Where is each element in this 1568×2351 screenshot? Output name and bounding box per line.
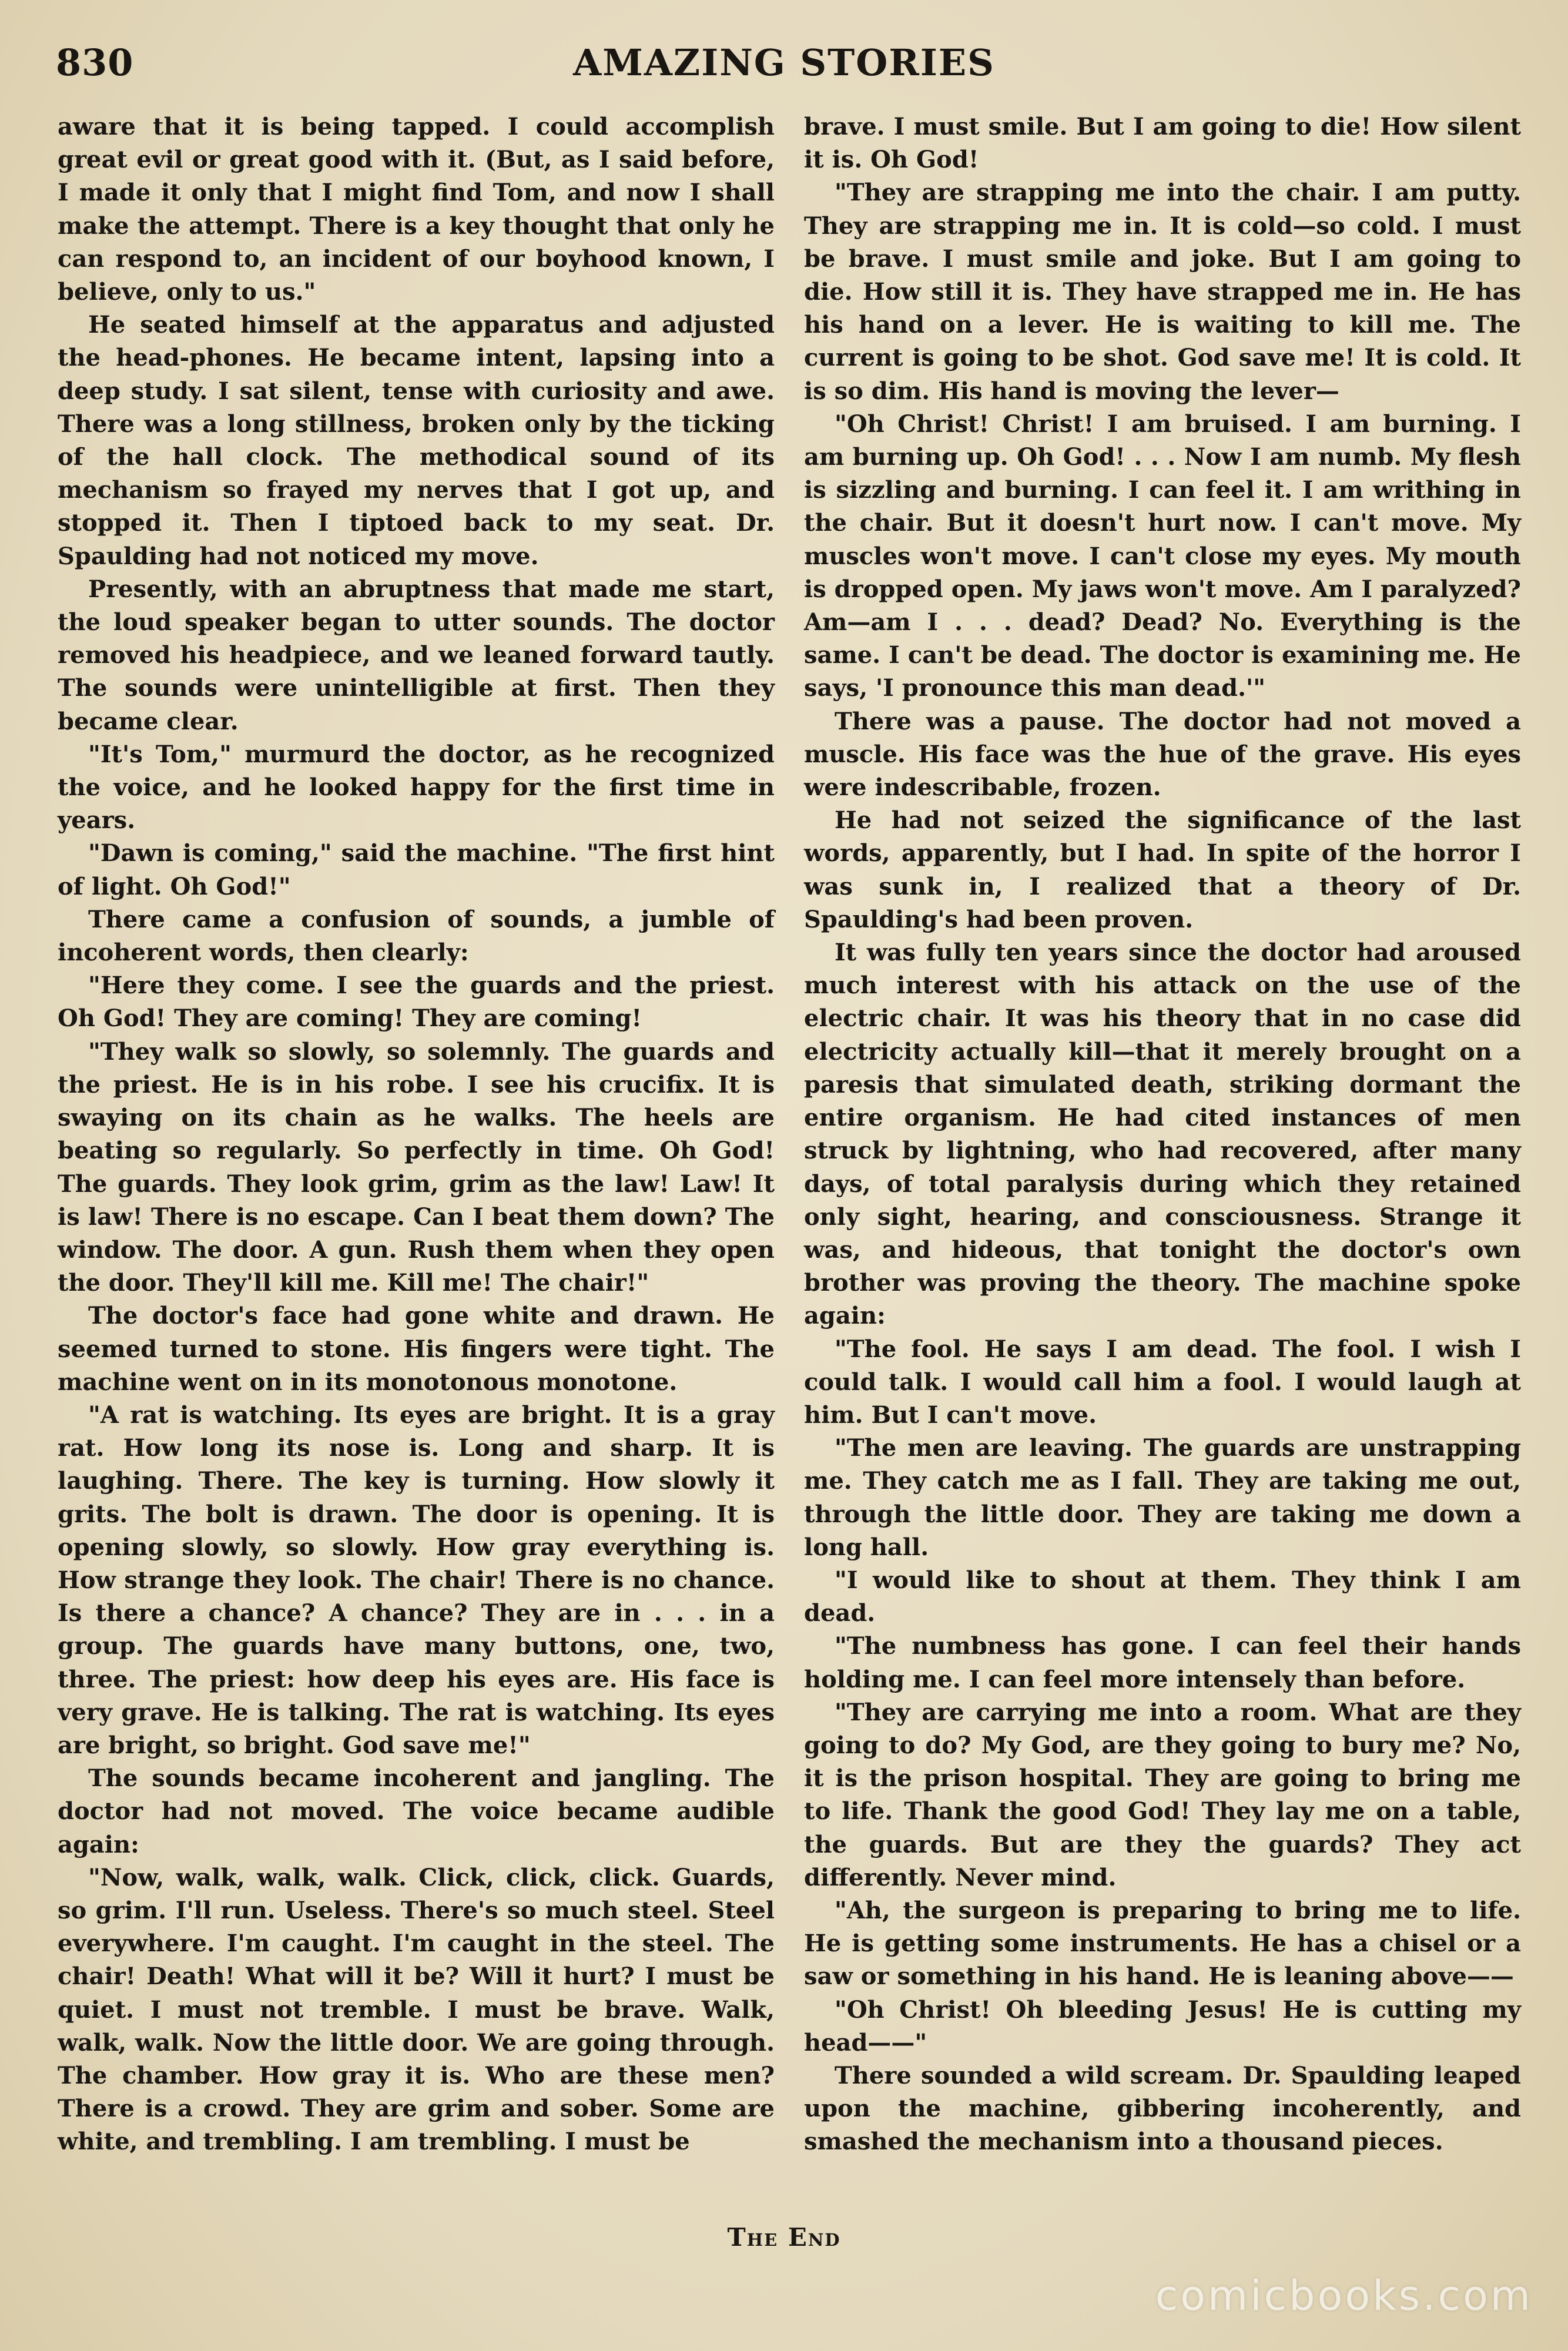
- paragraph: brave. I must smile. But I am going to die! How silent it is. Oh God!: [804, 113, 1521, 174]
- paragraph: "The men are leaving. The guards are unstrapping me. They catch me as I fall. They are taking me out, through the little door. They are taking me down a long hall.: [804, 1434, 1521, 1561]
- page-number: 830: [56, 41, 134, 84]
- the-end-label: The End: [727, 2223, 841, 2252]
- paragraph: The sounds became incoherent and jangling. The doctor had not moved. The voice became audible again:: [58, 1764, 775, 1858]
- paragraph: "The numbness has gone. I can feel their hands holding me. I can feel more intensely than before.: [804, 1632, 1521, 1693]
- paragraph: There was a pause. The doctor had not moved a muscle. His face was the hue of the grave. His eyes were indescribable, frozen.: [804, 707, 1521, 802]
- text-column-left: [58, 110, 775, 2159]
- text-column-right: [804, 110, 1521, 2159]
- paragraph: "Now, walk, walk, walk. Click, click, click. Guards, so grim. I'll run. Useless. There's so much steel. Steel everywhere. I'm caught. I'm caught in the steel. The chair! Death! What will it be? Will it hurt? I must be quiet. I must not tremble. I must be brave. Walk, walk, walk. Now the little door. We are going through. The chamber. How gray it is. Who are these men? There is a crowd. They are grim and sober. Some are white, and trembling. I am trembling. I must be: [58, 1863, 775, 2156]
- paragraph: "It's Tom," murmurd the doctor, as he recognized the voice, and he looked happy for the first time in years.: [58, 740, 775, 835]
- paragraph: "Dawn is coming," said the machine. "The first hint of light. Oh God!": [58, 839, 775, 900]
- paragraph: "Ah, the surgeon is preparing to bring me to life. He is getting some instruments. He has a chisel or a saw or something in his hand. He is leaning above——: [804, 1896, 1521, 1991]
- paragraph: "The fool. He says I am dead. The fool. I wish I could talk. I would call him a fool. I would laugh at him. But I can't move.: [804, 1335, 1521, 1429]
- paragraph: He seated himself at the apparatus and adjusted the head-phones. He became intent, lapsing into a deep study. I sat silent, tense with curiosity and awe. There was a long stillness, broken only by the ticking of the hall clock. The methodical sound of its mechanism so frayed my nerves that I got up, and stopped it. Then I tiptoed back to my seat. Dr. Spaulding had not noticed my move.: [58, 311, 775, 570]
- paragraph: aware that it is being tapped. I could accomplish great evil or great good with it. (But, as I said before, I made it only that I might find Tom, and now I shall make the attempt. There is a key thought that only he can respond to, an incident of our boyhood known, I believe, only to us.": [58, 113, 775, 306]
- paragraph: "They are carrying me into a room. What are they going to do? My God, are they going to bury me? No, it is the prison hospital. They are going to bring me to life. Thank the good God! They lay me on a table, the guards. But are they the guards? They act differently. Never mind.: [804, 1698, 1521, 1891]
- paragraph: "They are strapping me into the chair. I am putty. They are strapping me in. It is cold—so cold. I must be brave. I must smile and joke. But I am going to die. How still it is. They have strapped me in. He has his hand on a lever. He is waiting to kill me. The current is going to be shot. God save me! It is cold. It is so dim. His hand is moving the lever—: [804, 179, 1521, 405]
- paragraph: "A rat is watching. Its eyes are bright. It is a gray rat. How long its nose is. Long and sharp. It is laughing. There. The key is turning. How slowly it grits. The bolt is drawn. The door is opening. It is opening slowly, so slowly. How gray everything is. How strange they look. The chair! There is no chance. Is there a chance? A chance? They are in . . . in a group. The guards have many buttons, one, two, three. The priest: how deep his eyes are. His face is very grave. He is talking. The rat is watching. Its eyes are bright, so bright. God save me!": [58, 1401, 775, 1759]
- watermark-text: comicbooks.com: [1155, 2272, 1533, 2320]
- running-title: AMAZING STORIES: [573, 41, 995, 84]
- paragraph: The doctor's face had gone white and drawn. He seemed turned to stone. His fingers were tight. The machine went on in its monotonous monotone.: [58, 1302, 775, 1396]
- paragraph: "Oh Christ! Oh bleeding Jesus! He is cutting my head——": [804, 1995, 1521, 2057]
- paragraph: "Oh Christ! Christ! I am bruised. I am burning. I am burning up. Oh God! . . . Now I am numb. My flesh is sizzling and burning. I can feel it. I am writhing in the chair. But it doesn't hurt now. I can't move. My muscles won't move. I can't close my eyes. My mouth is dropped open. My jaws won't move. Am I paralyzed? Am—am I . . . dead? Dead? No. Everything is the same. I can't be dead. The doctor is examining me. He says, 'I pronounce this man dead.'": [804, 410, 1521, 702]
- paragraph: Presently, with an abruptness that made me start, the loud speaker began to utter sounds. The doctor removed his headpiece, and we leaned forward tautly. The sounds were unintelligible at first. Then they became clear.: [58, 575, 775, 735]
- paragraph: There sounded a wild scream. Dr. Spaulding leaped upon the machine, gibbering incoherently, and smashed the mechanism into a thousand pieces.: [804, 2061, 1521, 2156]
- paragraph: "They walk so slowly, so solemnly. The guards and the priest. He is in his robe. I see his crucifix. It is swaying on its chain as he walks. The heels are beating so regularly. So perfectly in time. Oh God! The guards. They look grim, grim as the law! Law! It is law! There is no escape. Can I beat them down? The window. The door. A gun. Rush them when they open the door. They'll kill me. Kill me! The chair!": [58, 1037, 775, 1297]
- paragraph: It was fully ten years since the doctor had aroused much interest with his attack on the use of the electric chair. It was his theory that in no case did electricity actually kill—that it merely brought on a paresis that simulated death, striking dormant the entire organism. He had cited instances of men struck by lightning, who had recovered, after many days, of total paralysis during which they retained only sight, hearing, and consciousness. Strange it was, and hideous, that tonight the doctor's own brother was proving the theory. The machine spoke again:: [804, 939, 1521, 1330]
- paragraph: He had not seized the significance of the last words, apparently, but I had. In spite of the horror I was sunk in, I realized that a theory of Dr. Spaulding's had been proven.: [804, 806, 1521, 933]
- paragraph: "I would like to shout at them. They think I am dead.: [804, 1566, 1521, 1627]
- page-header: [56, 41, 1512, 94]
- paragraph: There came a confusion of sounds, a jumble of incoherent words, then clearly:: [58, 905, 775, 967]
- paragraph: "Here they come. I see the guards and the priest. Oh God! They are coming! They are coming!: [58, 972, 775, 1033]
